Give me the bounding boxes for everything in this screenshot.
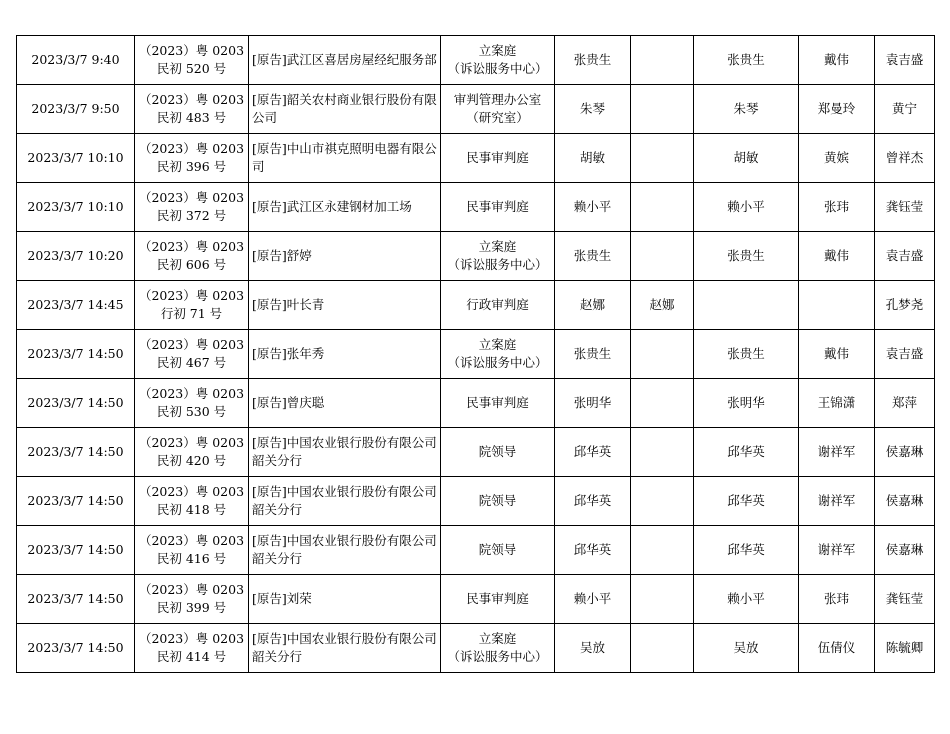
panel-judge-name: 朱琴 (733, 101, 759, 116)
clerk-name: 袁吉盛 (885, 248, 924, 263)
case-number-cell (135, 526, 249, 575)
hearing-time: 2023/3/7 9:50 (31, 101, 120, 116)
juror-name: 郑曼玲 (817, 101, 856, 116)
clerk-cell (875, 330, 935, 379)
clerk-name: 孔梦尧 (885, 297, 924, 312)
hearing-time: 2023/3/7 9:40 (31, 52, 120, 67)
clerk-name: 龚钰莹 (885, 591, 924, 606)
department-cell (441, 624, 555, 673)
juror-name: 张玮 (823, 199, 849, 214)
case-number-line2: 民初 396 号 (156, 159, 227, 174)
party-text: [原告]韶关农村商业银行股份有限公司 (252, 92, 437, 125)
department-line1: 院领导 (478, 444, 517, 459)
table-row (17, 526, 935, 575)
hearing-time-cell (17, 624, 135, 673)
department-cell (441, 526, 555, 575)
juror-cell (799, 428, 875, 477)
case-number-line2: 民初 483 号 (156, 110, 227, 125)
chief-judge-cell (631, 526, 694, 575)
case-number-line2: 民初 420 号 (156, 453, 227, 468)
chief-judge-cell (631, 477, 694, 526)
clerk-cell (875, 232, 935, 281)
case-number-line2: 民初 414 号 (156, 649, 227, 664)
table-row (17, 428, 935, 477)
judge-name: 张贵生 (573, 346, 612, 361)
department-line1: 立案庭 (478, 631, 517, 646)
juror-cell (799, 85, 875, 134)
panel-judge-cell (694, 526, 799, 575)
case-number-cell (135, 281, 249, 330)
hearing-schedule-table (16, 35, 935, 673)
hearing-time-cell (17, 477, 135, 526)
judge-name: 赖小平 (573, 591, 612, 606)
party-cell (249, 330, 441, 379)
judge-name: 邱华英 (573, 493, 612, 508)
case-number-cell (135, 232, 249, 281)
panel-judge-cell (694, 428, 799, 477)
panel-judge-name: 赖小平 (727, 591, 765, 606)
juror-cell (799, 232, 875, 281)
clerk-cell (875, 428, 935, 477)
clerk-cell (875, 526, 935, 575)
hearing-time-cell (17, 183, 135, 232)
hearing-time: 2023/3/7 14:50 (27, 444, 124, 459)
clerk-cell (875, 183, 935, 232)
department-line1: 民事审判庭 (466, 591, 529, 606)
hearing-time: 2023/3/7 14:50 (27, 395, 124, 410)
party-text: [原告]中国农业银行股份有限公司韶关分行 (252, 631, 437, 664)
judge-cell (555, 85, 631, 134)
chief-judge-cell (631, 575, 694, 624)
party-text: [原告]曾庆聪 (252, 395, 325, 410)
party-text: [原告]中国农业银行股份有限公司韶关分行 (252, 435, 437, 468)
case-number-line2: 民初 467 号 (156, 355, 227, 370)
chief-judge-cell (631, 183, 694, 232)
clerk-name: 曾祥杰 (885, 150, 924, 165)
party-cell (249, 624, 441, 673)
party-text: [原告]中国农业银行股份有限公司韶关分行 (252, 533, 437, 566)
hearing-time-cell (17, 428, 135, 477)
table-row (17, 330, 935, 379)
panel-judge-name: 张明华 (727, 395, 765, 410)
department-line2: （研究室） (466, 110, 529, 125)
party-cell (249, 183, 441, 232)
hearing-time: 2023/3/7 10:20 (27, 248, 124, 263)
department-line2: （诉讼服务中心） (447, 649, 548, 664)
case-number-cell (135, 85, 249, 134)
juror-name: 戴伟 (823, 52, 849, 67)
clerk-name: 侯嘉琳 (885, 444, 924, 459)
department-line1: 立案庭 (478, 337, 517, 352)
department-line2: （诉讼服务中心） (447, 355, 548, 370)
hearing-time: 2023/3/7 14:45 (27, 297, 124, 312)
hearing-time: 2023/3/7 10:10 (27, 199, 124, 214)
department-cell (441, 134, 555, 183)
department-line2: （诉讼服务中心） (447, 61, 548, 76)
department-line1: 审判管理办公室 (453, 92, 542, 107)
panel-judge-name: 张贵生 (727, 346, 765, 361)
panel-judge-cell (694, 575, 799, 624)
department-cell (441, 330, 555, 379)
department-line2: （诉讼服务中心） (447, 257, 548, 272)
hearing-time-cell (17, 526, 135, 575)
clerk-name: 黄宁 (891, 101, 917, 116)
judge-cell (555, 281, 631, 330)
party-cell (249, 36, 441, 85)
judge-cell (555, 134, 631, 183)
chief-judge-name: 赵娜 (649, 297, 675, 312)
hearing-time-cell (17, 330, 135, 379)
table-row (17, 575, 935, 624)
panel-judge-cell (694, 379, 799, 428)
judge-name: 吴放 (579, 640, 605, 655)
department-cell (441, 85, 555, 134)
case-number-cell (135, 477, 249, 526)
juror-name: 张玮 (823, 591, 849, 606)
department-cell (441, 232, 555, 281)
hearing-time: 2023/3/7 14:50 (27, 542, 124, 557)
table-row (17, 624, 935, 673)
case-number-line1: （2023）粤 0203 (138, 239, 245, 254)
party-cell (249, 232, 441, 281)
clerk-name: 侯嘉琳 (885, 542, 924, 557)
department-line1: 行政审判庭 (466, 297, 529, 312)
clerk-name: 龚钰莹 (885, 199, 924, 214)
clerk-cell (875, 281, 935, 330)
department-line1: 民事审判庭 (466, 199, 529, 214)
judge-cell (555, 36, 631, 85)
table-row (17, 477, 935, 526)
judge-name: 朱琴 (579, 101, 605, 116)
juror-name: 戴伟 (823, 248, 849, 263)
judge-cell (555, 379, 631, 428)
case-number-line1: （2023）粤 0203 (138, 92, 245, 107)
judge-name: 邱华英 (573, 444, 612, 459)
case-number-line1: （2023）粤 0203 (138, 582, 245, 597)
hearing-time: 2023/3/7 14:50 (27, 346, 124, 361)
case-number-cell (135, 183, 249, 232)
department-cell (441, 428, 555, 477)
department-line1: 立案庭 (478, 43, 517, 58)
party-text: [原告]叶长青 (252, 297, 325, 312)
table-row (17, 36, 935, 85)
case-number-cell (135, 428, 249, 477)
clerk-name: 郑萍 (891, 395, 917, 410)
hearing-time-cell (17, 85, 135, 134)
juror-cell (799, 134, 875, 183)
panel-judge-name: 张贵生 (727, 52, 765, 67)
department-line1: 院领导 (478, 493, 517, 508)
judge-name: 张明华 (573, 395, 612, 410)
chief-judge-cell (631, 281, 694, 330)
chief-judge-cell (631, 379, 694, 428)
clerk-cell (875, 36, 935, 85)
table-row (17, 281, 935, 330)
clerk-name: 陈毓卿 (885, 640, 924, 655)
judge-cell (555, 624, 631, 673)
case-number-cell (135, 134, 249, 183)
judge-name: 赵娜 (579, 297, 605, 312)
panel-judge-name: 赖小平 (727, 199, 765, 214)
case-number-line2: 民初 399 号 (156, 600, 227, 615)
case-number-cell (135, 379, 249, 428)
judge-cell (555, 183, 631, 232)
department-cell (441, 379, 555, 428)
department-line1: 立案庭 (478, 239, 517, 254)
clerk-cell (875, 379, 935, 428)
judge-name: 邱华英 (573, 542, 612, 557)
table-row (17, 134, 935, 183)
judge-name: 赖小平 (573, 199, 612, 214)
party-text: [原告]中山市祺克照明电器有限公司 (252, 141, 437, 174)
case-number-line2: 民初 606 号 (156, 257, 227, 272)
department-line1: 民事审判庭 (466, 150, 529, 165)
judge-cell (555, 477, 631, 526)
case-number-line2: 民初 530 号 (156, 404, 227, 419)
party-cell (249, 281, 441, 330)
hearing-time-cell (17, 232, 135, 281)
department-cell (441, 477, 555, 526)
case-number-line1: （2023）粤 0203 (138, 435, 245, 450)
juror-cell (799, 624, 875, 673)
case-number-cell (135, 330, 249, 379)
party-cell (249, 477, 441, 526)
hearing-time-cell (17, 379, 135, 428)
hearing-time: 2023/3/7 14:50 (27, 493, 124, 508)
clerk-cell (875, 85, 935, 134)
department-line1: 民事审判庭 (466, 395, 529, 410)
case-number-line1: （2023）粤 0203 (138, 484, 245, 499)
party-cell (249, 428, 441, 477)
juror-cell (799, 477, 875, 526)
panel-judge-name: 胡敏 (733, 150, 759, 165)
case-number-line1: （2023）粤 0203 (138, 386, 245, 401)
case-number-cell (135, 575, 249, 624)
chief-judge-cell (631, 428, 694, 477)
judge-name: 张贵生 (573, 52, 612, 67)
hearing-time: 2023/3/7 14:50 (27, 591, 124, 606)
panel-judge-cell (694, 183, 799, 232)
party-cell (249, 575, 441, 624)
party-text: [原告]刘荣 (252, 591, 312, 606)
table-row (17, 379, 935, 428)
judge-cell (555, 526, 631, 575)
department-cell (441, 281, 555, 330)
juror-cell (799, 575, 875, 624)
case-number-cell (135, 624, 249, 673)
party-cell (249, 526, 441, 575)
chief-judge-cell (631, 85, 694, 134)
case-number-line1: （2023）粤 0203 (138, 190, 245, 205)
juror-cell (799, 183, 875, 232)
panel-judge-name: 邱华英 (727, 444, 765, 459)
clerk-name: 侯嘉琳 (885, 493, 924, 508)
panel-judge-cell (694, 134, 799, 183)
case-number-line1: （2023）粤 0203 (138, 288, 245, 303)
judge-cell (555, 575, 631, 624)
party-text: [原告]中国农业银行股份有限公司韶关分行 (252, 484, 437, 517)
hearing-time-cell (17, 575, 135, 624)
chief-judge-cell (631, 330, 694, 379)
panel-judge-cell (694, 477, 799, 526)
panel-judge-name: 邱华英 (727, 542, 765, 557)
case-number-line2: 民初 372 号 (156, 208, 227, 223)
juror-name: 伍倩仪 (817, 640, 856, 655)
panel-judge-name: 吴放 (733, 640, 759, 655)
department-cell (441, 183, 555, 232)
hearing-time: 2023/3/7 14:50 (27, 640, 124, 655)
party-cell (249, 85, 441, 134)
hearing-time-cell (17, 134, 135, 183)
case-number-line1: （2023）粤 0203 (138, 337, 245, 352)
juror-cell (799, 281, 875, 330)
judge-name: 胡敏 (579, 150, 605, 165)
hearing-time-cell (17, 36, 135, 85)
judge-cell (555, 232, 631, 281)
schedule-body (17, 36, 935, 673)
table-row (17, 85, 935, 134)
panel-judge-cell (694, 85, 799, 134)
juror-cell (799, 36, 875, 85)
clerk-cell (875, 624, 935, 673)
party-text: [原告]舒婷 (252, 248, 312, 263)
table-row (17, 183, 935, 232)
case-number-line2: 民初 520 号 (156, 61, 227, 76)
hearing-time: 2023/3/7 10:10 (27, 150, 124, 165)
judge-cell (555, 330, 631, 379)
table-row (17, 232, 935, 281)
juror-cell (799, 330, 875, 379)
party-text: [原告]武江区永建钢材加工场 (252, 199, 412, 214)
chief-judge-cell (631, 134, 694, 183)
chief-judge-cell (631, 232, 694, 281)
clerk-cell (875, 575, 935, 624)
hearing-time-cell (17, 281, 135, 330)
panel-judge-cell (694, 281, 799, 330)
case-number-line1: （2023）粤 0203 (138, 533, 245, 548)
party-cell (249, 134, 441, 183)
case-number-line1: （2023）粤 0203 (138, 43, 245, 58)
panel-judge-cell (694, 624, 799, 673)
clerk-name: 袁吉盛 (885, 346, 924, 361)
party-cell (249, 379, 441, 428)
case-number-cell (135, 36, 249, 85)
case-number-line2: 民初 416 号 (156, 551, 227, 566)
panel-judge-cell (694, 330, 799, 379)
department-cell (441, 36, 555, 85)
juror-name: 戴伟 (823, 346, 849, 361)
judge-name: 张贵生 (573, 248, 612, 263)
juror-name: 谢祥军 (817, 542, 856, 557)
clerk-name: 袁吉盛 (885, 52, 924, 67)
juror-name: 谢祥军 (817, 444, 856, 459)
panel-judge-cell (694, 232, 799, 281)
case-number-line2: 行初 71 号 (160, 306, 223, 321)
panel-judge-name: 邱华英 (727, 493, 765, 508)
panel-judge-name: 张贵生 (727, 248, 765, 263)
juror-name: 黄嫔 (823, 150, 849, 165)
case-number-line2: 民初 418 号 (156, 502, 227, 517)
case-number-line1: （2023）粤 0203 (138, 141, 245, 156)
chief-judge-cell (631, 36, 694, 85)
department-line1: 院领导 (478, 542, 517, 557)
department-cell (441, 575, 555, 624)
party-text: [原告]武江区喜居房屋经纪服务部 (252, 52, 437, 67)
juror-name: 谢祥军 (817, 493, 856, 508)
juror-name: 王锦潇 (817, 395, 856, 410)
judge-cell (555, 428, 631, 477)
party-text: [原告]张年秀 (252, 346, 325, 361)
chief-judge-cell (631, 624, 694, 673)
panel-judge-cell (694, 36, 799, 85)
juror-cell (799, 526, 875, 575)
clerk-cell (875, 134, 935, 183)
clerk-cell (875, 477, 935, 526)
case-number-line1: （2023）粤 0203 (138, 631, 245, 646)
juror-cell (799, 379, 875, 428)
